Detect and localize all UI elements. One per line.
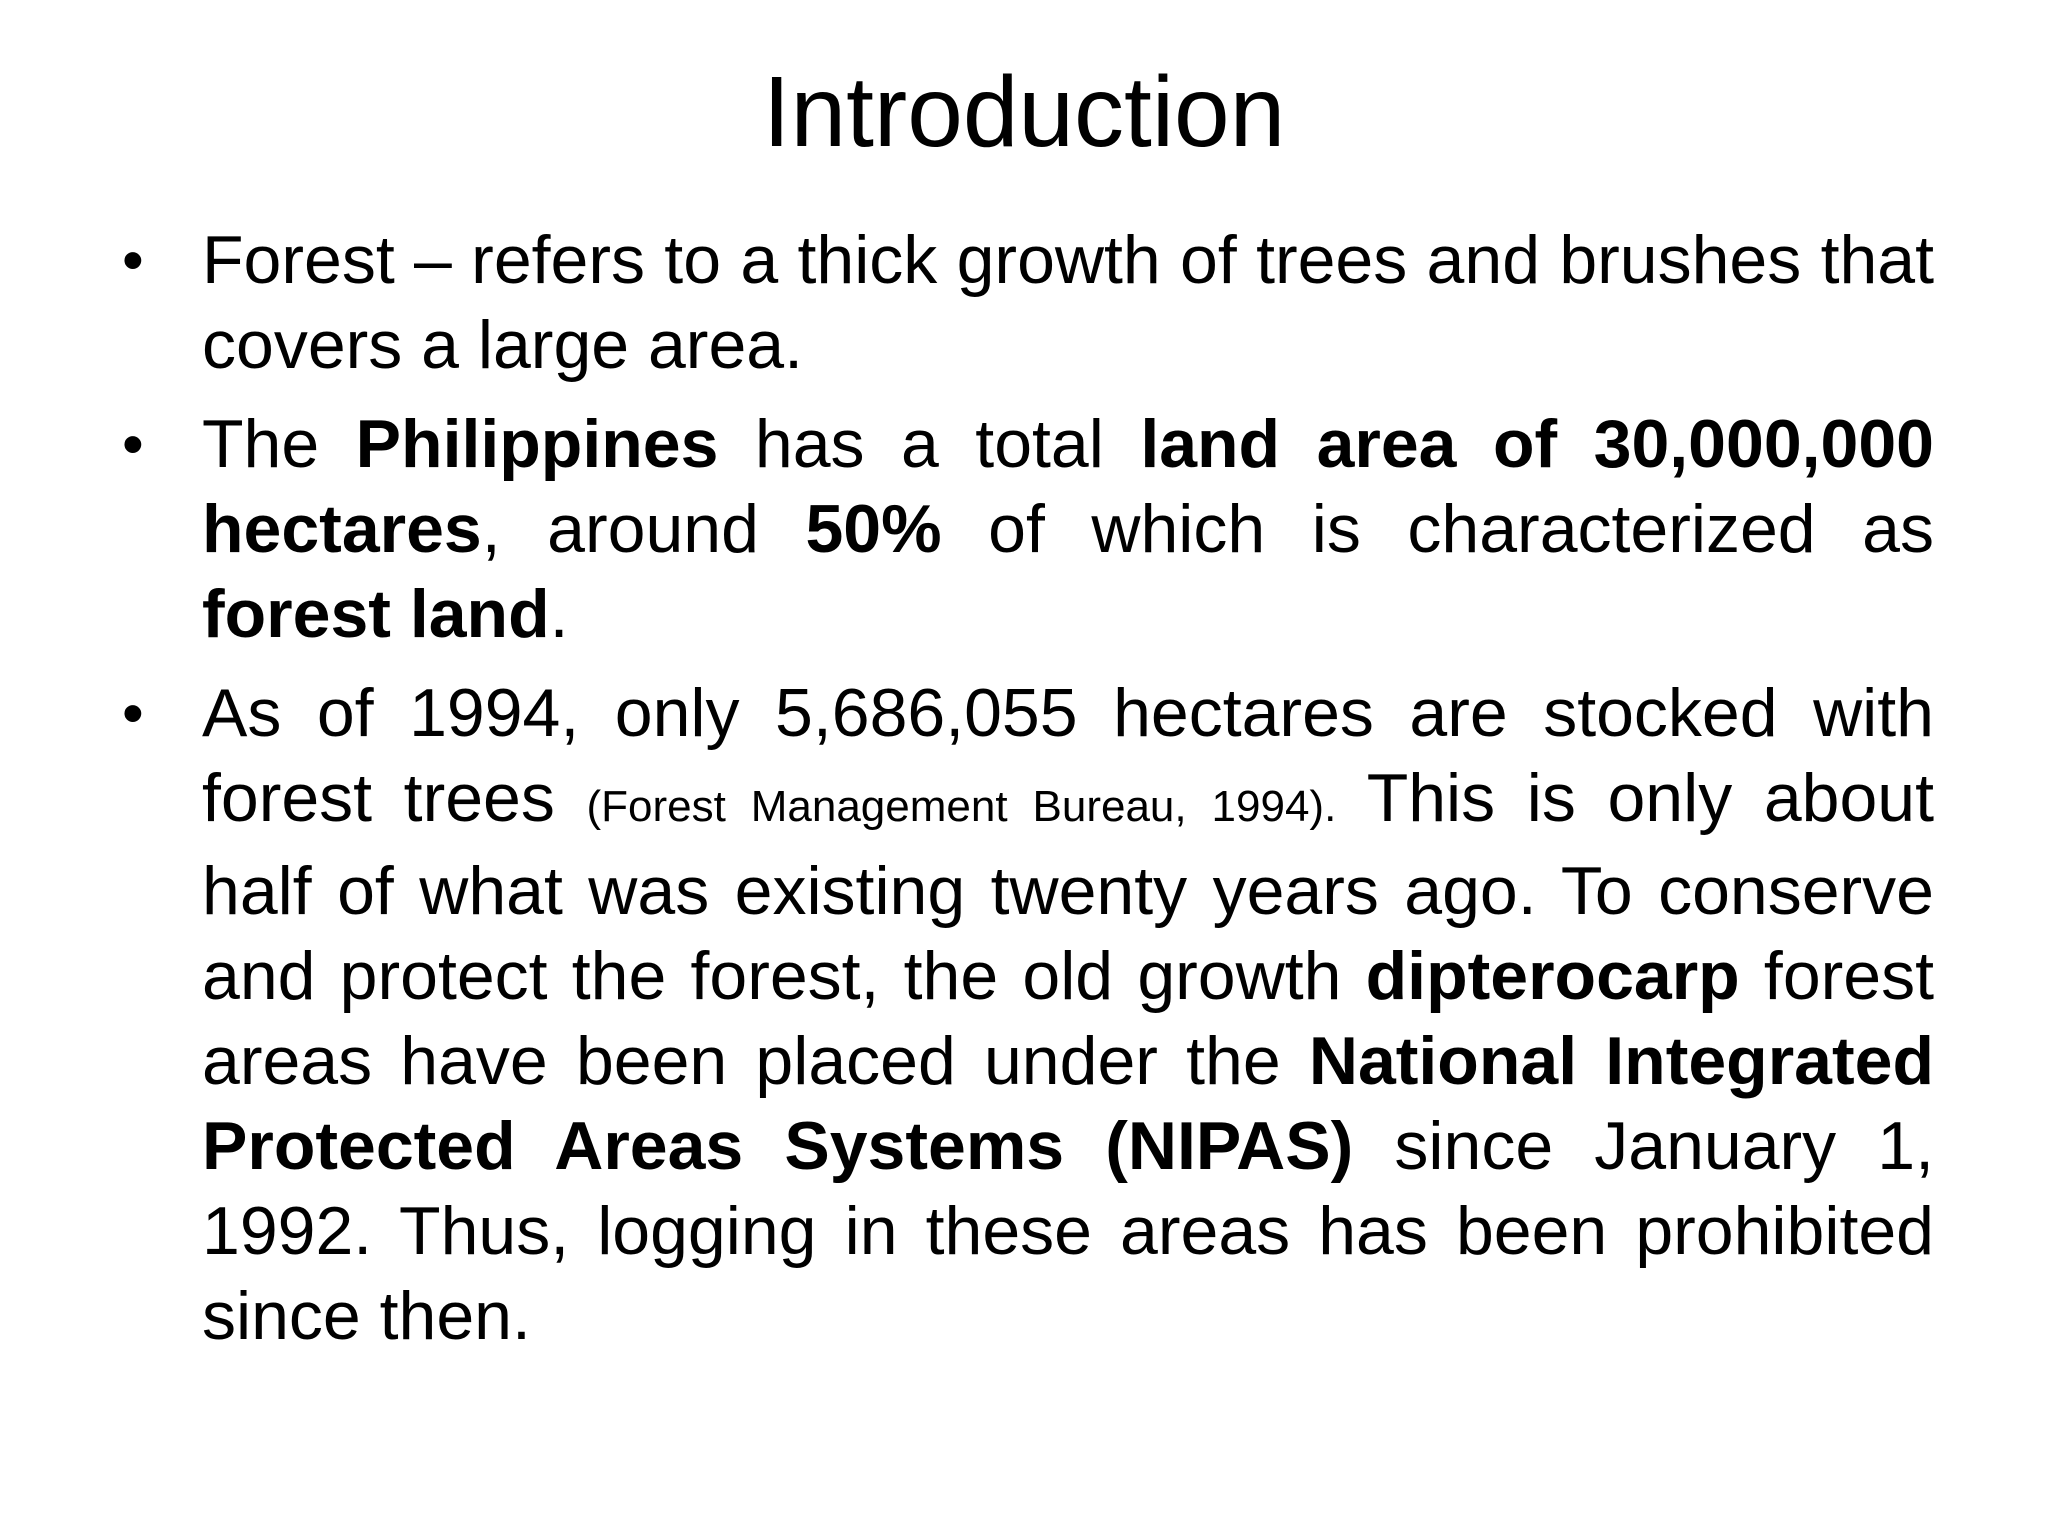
text-segment: . bbox=[549, 576, 569, 652]
text-segment: , around bbox=[481, 491, 806, 567]
citation-text: (Forest Management Bureau, 1994). bbox=[586, 782, 1337, 831]
text-segment: since January 1, 1992. Thus, logging in these areas has been prohibited since then. bbox=[202, 1108, 1934, 1354]
bullet-item-forest-stock bbox=[122, 671, 1934, 1359]
bullet-item-land-area bbox=[122, 402, 1934, 657]
bold-text-segment: dipterocarp bbox=[1365, 938, 1740, 1014]
text-segment: forest areas have been placed under the bbox=[202, 938, 1934, 1099]
bullet-dot-icon: • bbox=[122, 410, 144, 479]
slide-title: Introduction bbox=[762, 56, 1286, 168]
bold-text-segment: National Integrated Protected Areas Systems (NIPAS) bbox=[202, 1023, 1934, 1184]
bold-text-segment: Philippines bbox=[355, 406, 719, 482]
bold-text-segment: forest land bbox=[202, 576, 550, 652]
bullet-dot-icon: • bbox=[122, 226, 144, 295]
text-segment: The bbox=[202, 406, 356, 482]
bullet-dot-icon: • bbox=[122, 679, 144, 748]
bullet-text: Forest – refers to a thick growth of trees and brushes that covers a large area. bbox=[202, 222, 1934, 383]
bold-text-segment: 50% bbox=[805, 491, 942, 567]
text-segment: has a total bbox=[718, 406, 1141, 482]
bullet-item-forest-definition bbox=[122, 218, 1934, 388]
bullet-list bbox=[122, 218, 1934, 1373]
text-segment: As of 1994, only 5,686,055 hectares are stocked with forest trees bbox=[202, 675, 1934, 836]
text-segment: of which is characterized as bbox=[941, 491, 1934, 567]
bold-text-segment: land area of 30,000,000 hectares bbox=[202, 406, 1934, 567]
text-segment: This is only about half of what was existing twenty years ago. To conserve and protect the forest, the old growth bbox=[202, 760, 1934, 1014]
